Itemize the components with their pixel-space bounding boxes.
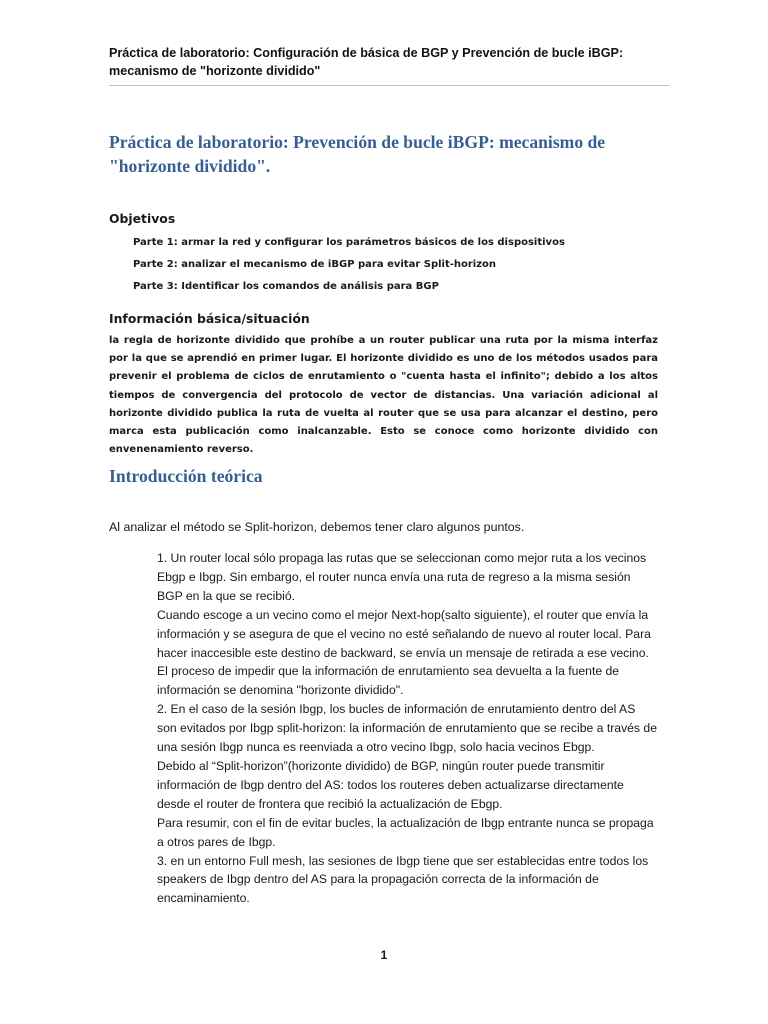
intro-points xyxy=(157,549,657,908)
objectives-heading: Objetivos xyxy=(109,211,176,226)
document-title: Práctica de laboratorio: Prevención de bucle iBGP: mecanismo de "horizonte dividido". xyxy=(109,132,606,176)
intro-paragraph: Para resumir, con el fin de evitar bucles, la actualización de Ibgp entrante nunca se propaga a otros pares de Ibgp. xyxy=(157,815,654,849)
intro-paragraph: 1. Un router local sólo propaga las rutas que se seleccionan como mejor ruta a los vecinos Ebgp e Ibgp. Sin embargo, el router nunca envía una ruta de regreso a la misma sesión BGP en la que se recibió. xyxy=(157,551,647,603)
objectives-list xyxy=(133,236,653,302)
header-divider xyxy=(109,85,669,86)
running-header: Práctica de laboratorio: Configuración de básica de BGP y Prevención de bucle iBGP: mecanismo de "horizonte dividido" xyxy=(109,46,624,78)
intro-paragraph: Cuando escoge a un vecino como el mejor Next-hop(salto siguiente), el router que envía la información y se asegura de que el vecino no esté señalando de nuevo al router local. Para hacer inaccesible este destino de backward, se envía un mensaje de retirada a ese vecino. El proceso de impedir que la información de enrutamiento sea devuelta a la fuente de información se denomina "horizonte dividido". xyxy=(157,607,651,698)
page-number: 1 xyxy=(380,948,388,962)
intro-paragraph: 2. En el caso de la sesión Ibgp, los bucles de información de enrutamiento dentro del AS son evitados por Ibgp split-horizon: la información de enrutamiento que se recibe a través de una sesión Ibgp nunca es reenviada a otro vecino Ibgp, solo hacia vecinos Ebgp. xyxy=(157,702,657,755)
intro-paragraph: Debido al “Split-horizon”(horizonte dividido) de BGP, ningún router puede transmitir información de Ibgp dentro del AS: todos los routeres deben actualizarse directamente desde el router de frontera que recibió la actualización de Ebgp. xyxy=(157,758,624,811)
objective-item: Parte 1: armar la red y configurar los parámetros básicos de los dispositivos xyxy=(133,237,565,248)
objective-item: Parte 3: Identificar los comandos de análisis para BGP xyxy=(133,281,439,292)
intro-heading: Introducción teórica xyxy=(109,466,263,486)
intro-lead-paragraph: Al analizar el método se Split-horizon, debemos tener claro algunos puntos. xyxy=(109,520,525,534)
intro-paragraph: 3. en un entorno Full mesh, las sesiones de Ibgp tiene que ser establecidas entre todos los speakers de Ibgp dentro del AS para la propagación correcta de la información de encaminamiento. xyxy=(157,853,649,906)
background-heading: Información básica/situación xyxy=(109,311,310,326)
background-paragraph: la regla de horizonte dividido que prohíbe a un router publicar una ruta por la misma interfaz por la que se aprendió en primer lugar. El horizonte dividido es uno de los métodos usados para prevenir el problema de ciclos de enrutamiento o "cuenta hasta el infinito"; debido a los altos tiempos de convergencia del protocolo de vector de distancias. Una variación adicional al horizonte dividido publica la ruta de vuelta al router que se usa para alcanzar el destino, pero marca esta publicación como inalcanzable. Esto se conoce como horizonte dividido con envenenamiento reverso. xyxy=(109,335,658,456)
objective-item: Parte 2: analizar el mecanismo de iBGP para evitar Split-horizon xyxy=(133,259,497,270)
